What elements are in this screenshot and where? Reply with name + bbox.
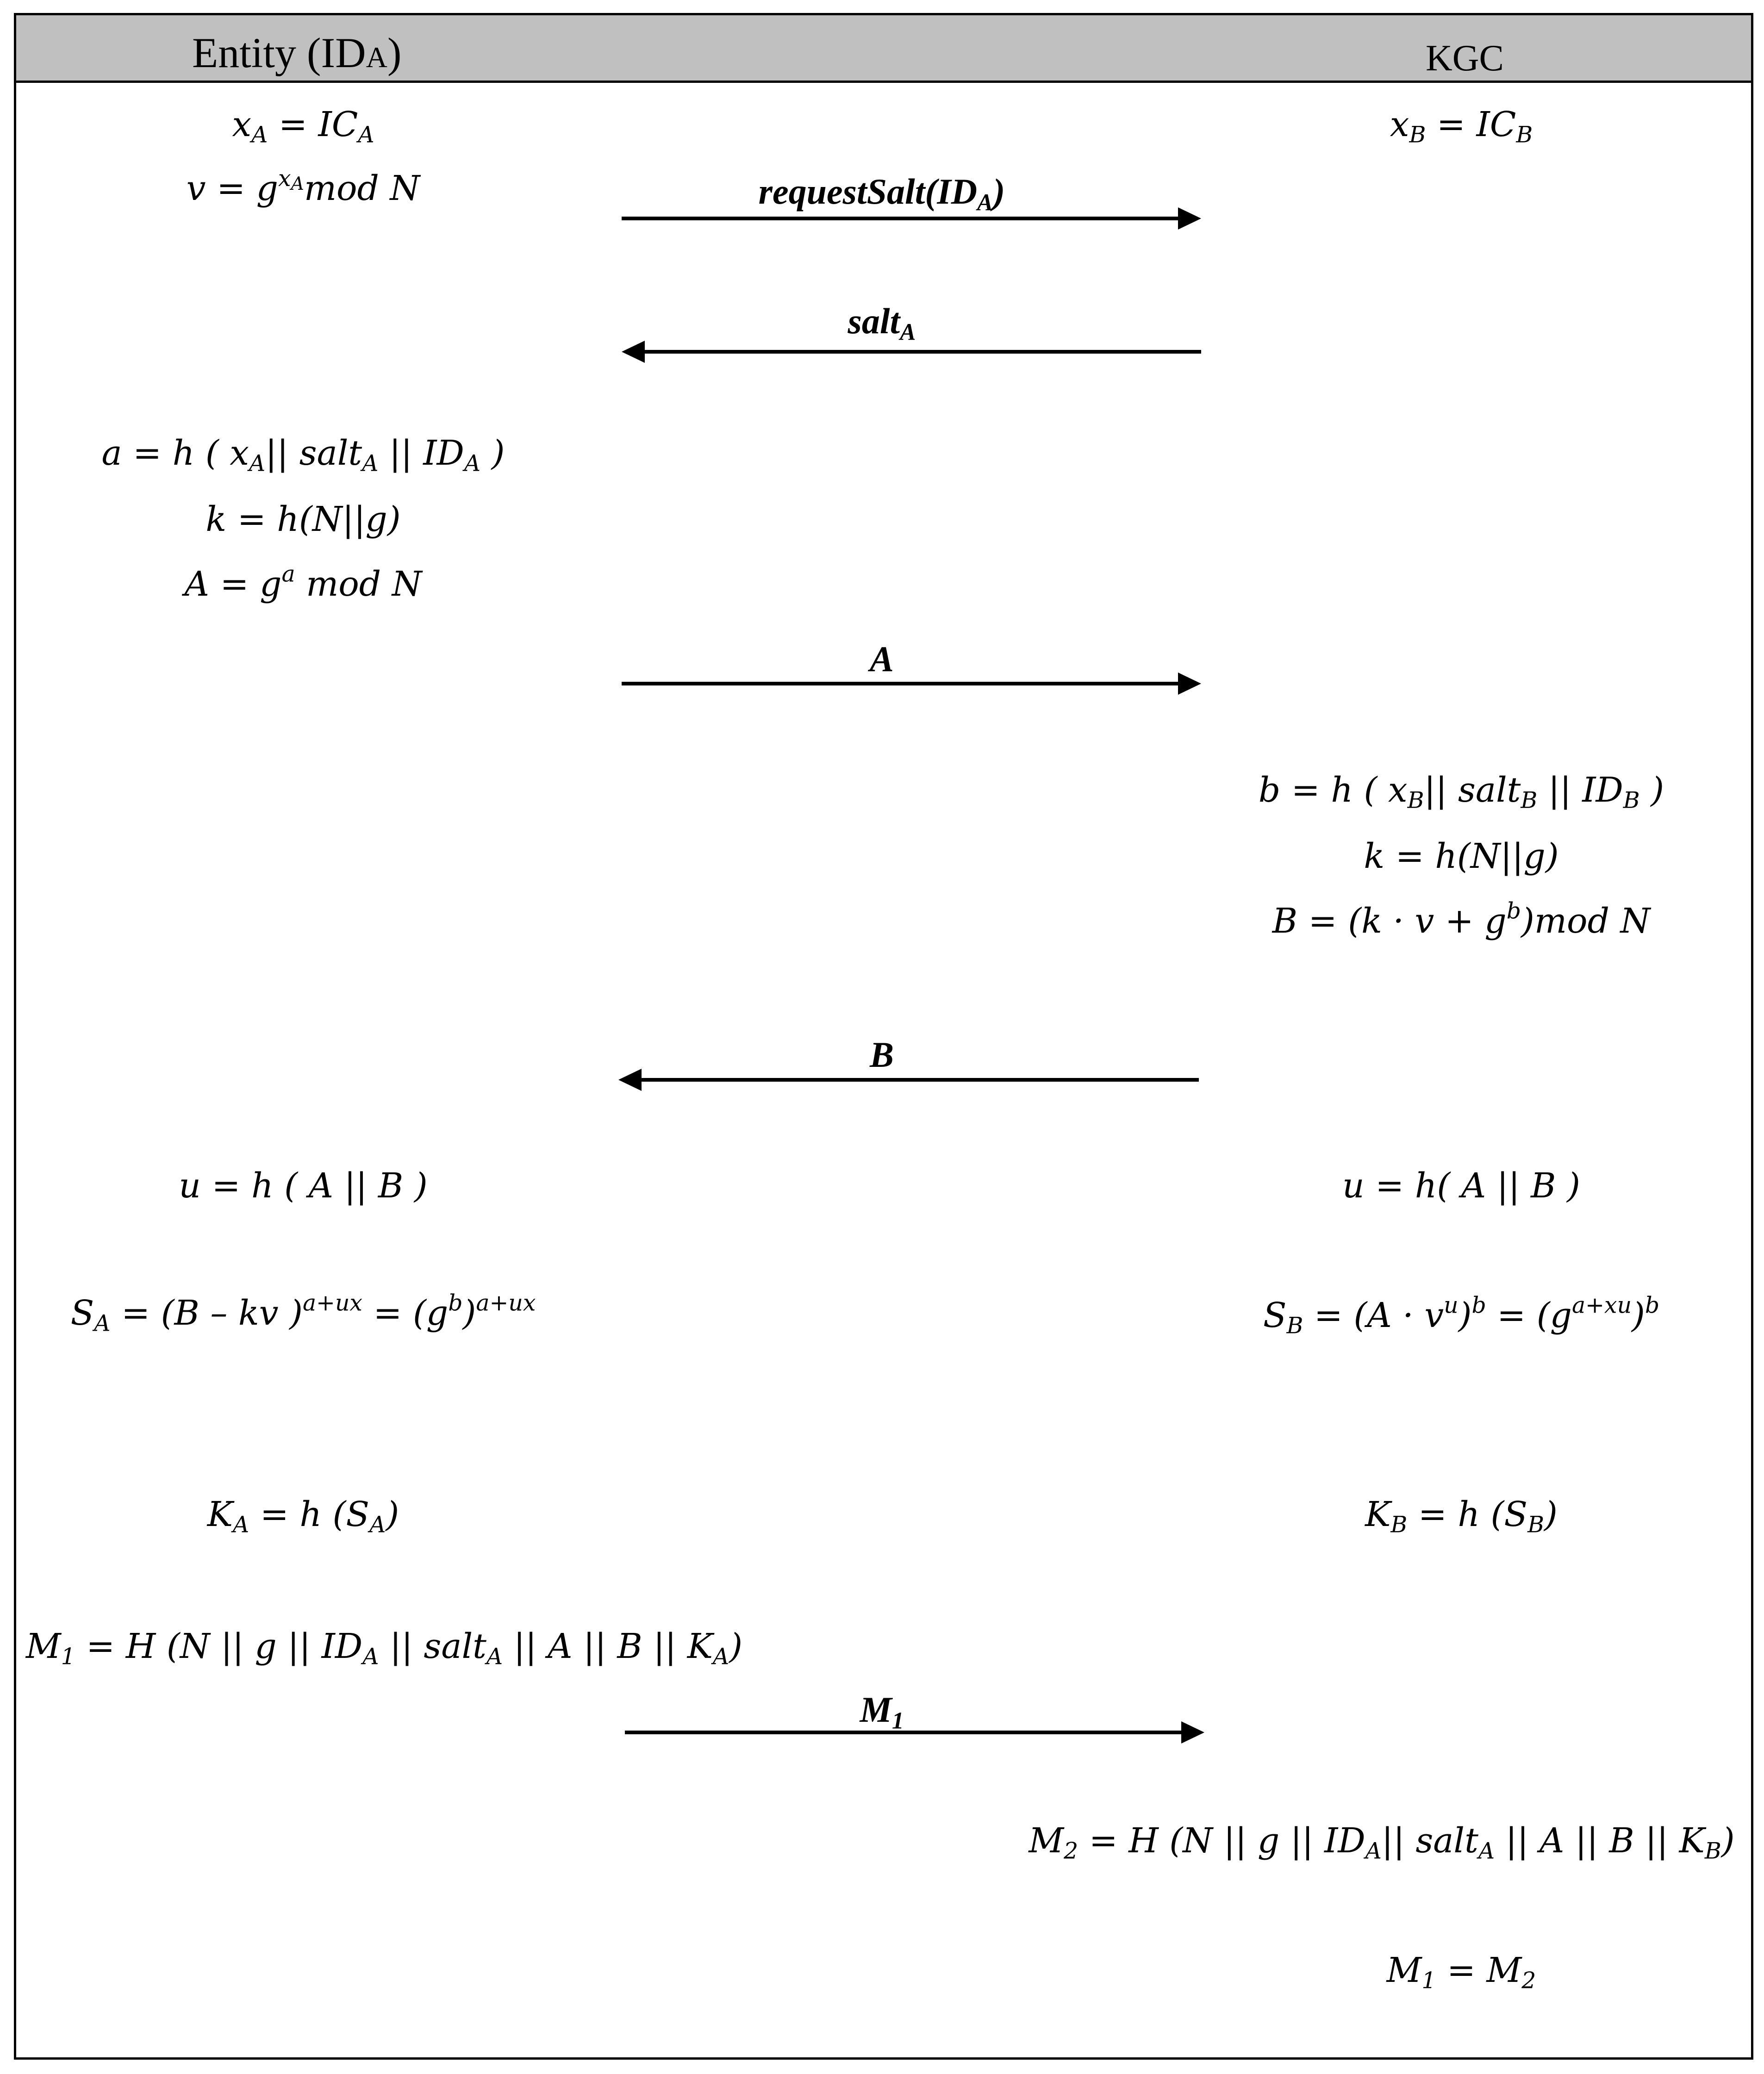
arrow-request-salt — [622, 207, 1201, 230]
kgc-M2-equation: $M_2 = H$ (N || g || $ID_A||$ salt$_A$ || A || B || $K_B$) — [1028, 1821, 1735, 1864]
message-label-salt: salt$_A$ — [848, 301, 916, 346]
kgc-u-equation: u = h( A || B ) — [1342, 1166, 1580, 1206]
entity-public-A-equation: $A = g^a$ mod N — [184, 561, 422, 604]
kgc-b-equation: b = h ( $x_B||$ salt$_B$ || $ID_B$ ) — [1258, 770, 1664, 814]
message-label-A: A — [869, 639, 894, 679]
kgc-session-key-equation: $K_B = h$ $(S_B)$ — [1365, 1495, 1558, 1538]
kgc-column-title: KGC — [1426, 38, 1504, 79]
entity-verifier-equation: $v = g^{x_A}mod$ N — [186, 165, 420, 208]
entity-session-key-equation: $K_A = h$ $(S_A)$ — [207, 1495, 399, 1538]
message-label-B: B — [869, 1034, 894, 1075]
entity-M1-equation: $M_1 = H$ (N || g || $ID_A$ || salt$_A$ || A || B || $K_A$) — [25, 1626, 743, 1670]
arrow-M1 — [625, 1721, 1204, 1744]
arrow-B — [618, 1069, 1199, 1091]
entity-column-title: Entity (IDA) — [192, 29, 402, 76]
verification-check-equation: $M_1 = M_2$ — [1386, 1950, 1536, 1994]
kgc-k-equation: k = h(N||g) — [1364, 836, 1559, 876]
entity-u-equation: u = h ( A || B ) — [179, 1166, 428, 1206]
kgc-x-equation: $x_B = IC_B$ — [1390, 105, 1533, 148]
entity-a-equation: a = h ( $x_A||$ salt$_A$ || $ID_A$ ) — [101, 433, 505, 477]
kgc-public-B-equation: $B = (k \cdot v + g^b)mod$ N — [1272, 897, 1651, 941]
entity-k-equation: k = h(N||g) — [206, 499, 401, 539]
entity-session-S-equation: $S_A = (B$ – kv )$^{a+ux} = (g^b)^{a+ux}$ — [70, 1289, 536, 1337]
arrow-A — [622, 673, 1201, 695]
kgc-session-S-equation: $S_B = (A \cdot v^u)^b = (g^{a+xu})^b$ — [1263, 1292, 1660, 1339]
message-label-request-salt: $requestSalt(ID_A)$ — [758, 171, 1005, 216]
arrow-salt — [622, 341, 1201, 363]
message-label-M1: $M_1$ — [860, 1689, 904, 1734]
entity-x-equation: $x_A = IC_A$ — [232, 105, 374, 148]
